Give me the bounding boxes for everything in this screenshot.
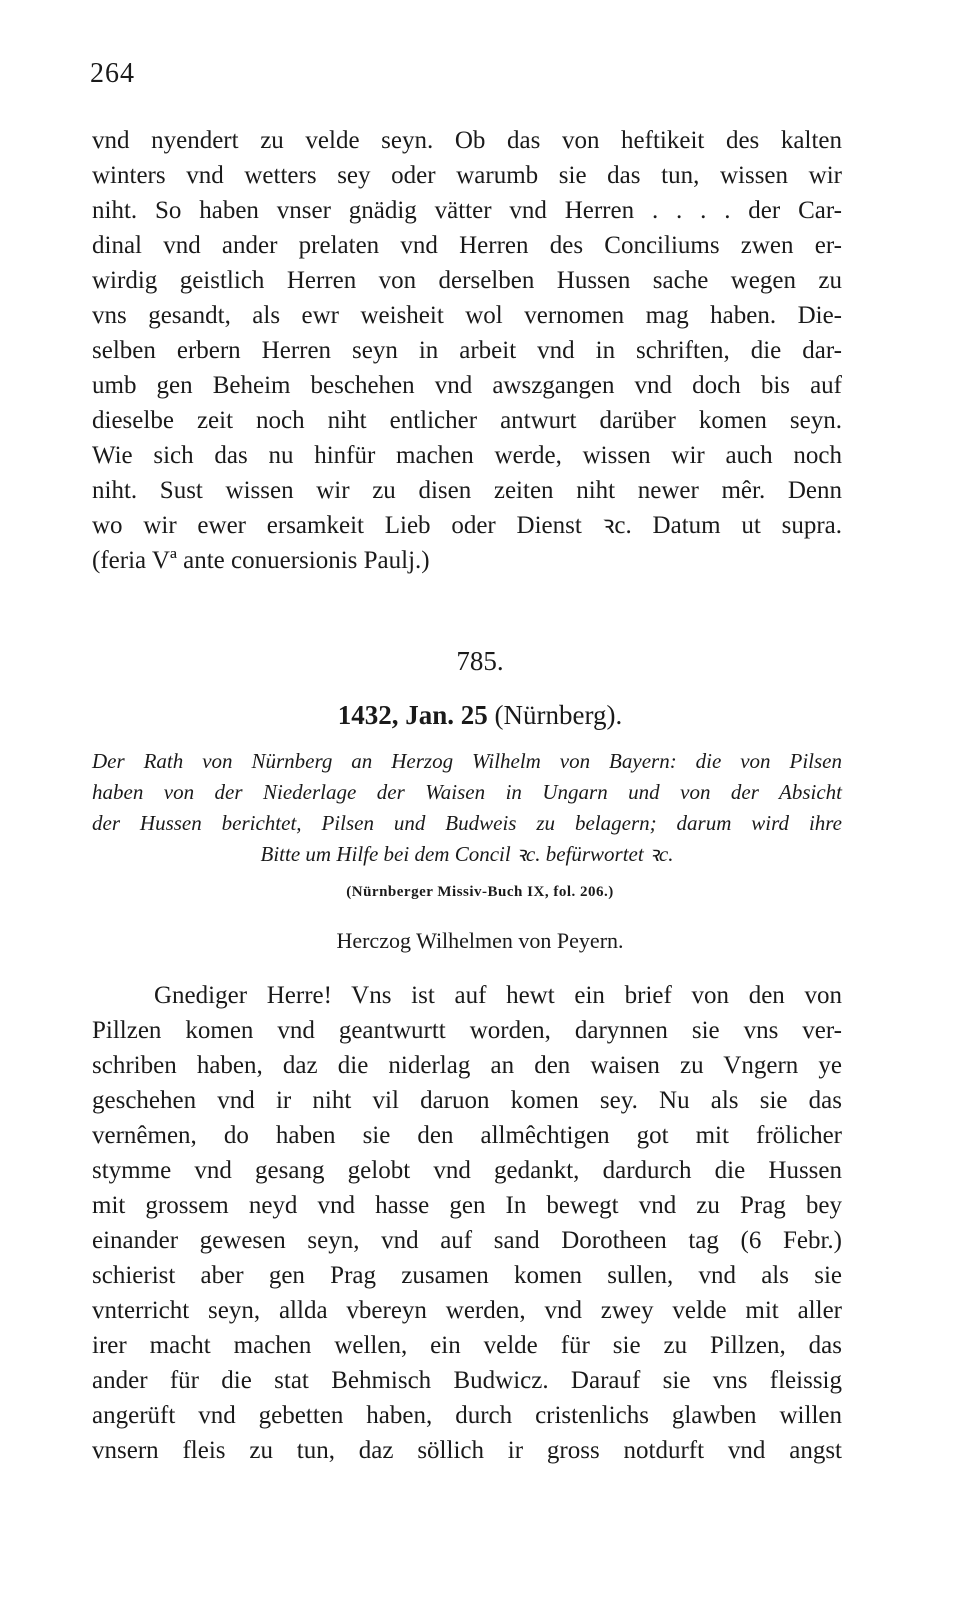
summary-line: haben von der Niederlage der Waisen in Ungarn und von der Absicht bbox=[92, 780, 842, 804]
entry-date-place: (Nürnberg). bbox=[494, 700, 623, 730]
page-number: 264 bbox=[90, 58, 135, 89]
text-line: angerüft vnd gebetten haben, durch cristenlichs glawben willen bbox=[92, 1402, 842, 1429]
text-line: dinal vnd ander prelaten vnd Herren des Conciliums zwen er- bbox=[92, 232, 842, 259]
text-line: selben erbern Herren seyn in arbeit vnd in schriften, die dar- bbox=[92, 337, 842, 364]
text-line: stymme vnd gesang gelobt vnd gedankt, dardurch die Hussen bbox=[92, 1157, 842, 1184]
text-line: Wie sich das nu hinfür machen werde, wissen wir auch noch bbox=[92, 442, 842, 469]
text-line: einander gewesen seyn, vnd auf sand Dorotheen tag (6 Febr.) bbox=[92, 1227, 842, 1254]
text-line: ander für die stat Behmisch Budwicz. Darauf sie vns fleissig bbox=[92, 1367, 842, 1394]
letter-text bbox=[92, 978, 842, 1468]
text-line: winters vnd wetters sey oder warumb sie das tun, wissen wir bbox=[92, 162, 842, 189]
text-line: umb gen Beheim beschehen vnd awszgangen vnd doch bis auf bbox=[92, 372, 842, 399]
source-citation: (Nürnberger Missiv-Buch IX, fol. 206.) bbox=[346, 884, 614, 900]
summary-line: Bitte um Hilfe bei dem Concil ꝛc. befürwortet ꝛc. bbox=[260, 842, 674, 866]
text-line: wo wir ewer ersamkeit Lieb oder Dienst ꝛc. Datum ut supra. bbox=[92, 512, 842, 539]
text-line: schriben haben, daz die niderlag an den waisen zu Vngern ye bbox=[92, 1052, 842, 1079]
text-line: vernêmen, do haben sie den allmêchtigen got mit frölicher bbox=[92, 1122, 842, 1149]
entry-date-main: 1432, Jan. 25 bbox=[337, 700, 488, 730]
summary-line: Der Rath von Nürnberg an Herzog Wilhelm von Bayern: die von Pilsen bbox=[92, 749, 842, 773]
text-line: vns gesandt, als ewr weisheit wol vernomen mag haben. Die- bbox=[92, 302, 842, 329]
entry-summary bbox=[92, 746, 842, 870]
text-line: Gnediger Herre! Vns ist auf hewt ein brief von den von bbox=[154, 982, 842, 1009]
text-line: dieselbe zeit noch niht entlicher antwurt darüber komen seyn. bbox=[92, 407, 842, 434]
text-line: (feria Vª ante conuersionis Paulj.) bbox=[92, 547, 430, 574]
entry-date bbox=[0, 700, 960, 731]
text-line: vnd nyendert zu velde seyn. Ob das von heftikeit des kalten bbox=[92, 127, 842, 154]
continuation-text bbox=[92, 123, 842, 578]
entry-number: 785. bbox=[456, 646, 504, 676]
text-line: schierist aber gen Prag zusamen komen sullen, vnd als sie bbox=[92, 1262, 842, 1289]
text-line: wirdig geistlich Herren von derselben Hussen sache wegen zu bbox=[92, 267, 842, 294]
text-line: vnsern fleis zu tun, daz söllich ir gross notdurft vnd angst bbox=[92, 1437, 842, 1464]
text-line: niht. Sust wissen wir zu disen zeiten niht newer mêr. Denn bbox=[92, 477, 842, 504]
summary-line: der Hussen berichtet, Pilsen und Budweis zu belagern; darum wird ihre bbox=[92, 811, 842, 835]
text-line: geschehen vnd ir niht vil daruon komen sey. Nu als sie das bbox=[92, 1087, 842, 1114]
text-line: vnterricht seyn, allda vbereyn werden, vnd zwey velde mit aller bbox=[92, 1297, 842, 1324]
text-line: mit grossem neyd vnd hasse gen In bewegt vnd zu Prag bey bbox=[92, 1192, 842, 1219]
text-line: irer macht machen wellen, ein velde für sie zu Pillzen, das bbox=[92, 1332, 842, 1359]
text-line: niht. So haben vnser gnädig vätter vnd Herren . . . . der Car- bbox=[92, 197, 842, 224]
letter-addressee: Herczog Wilhelmen von Peyern. bbox=[336, 928, 624, 953]
text-line: Pillzen komen vnd geantwurtt worden, darynnen sie vns ver- bbox=[92, 1017, 842, 1044]
